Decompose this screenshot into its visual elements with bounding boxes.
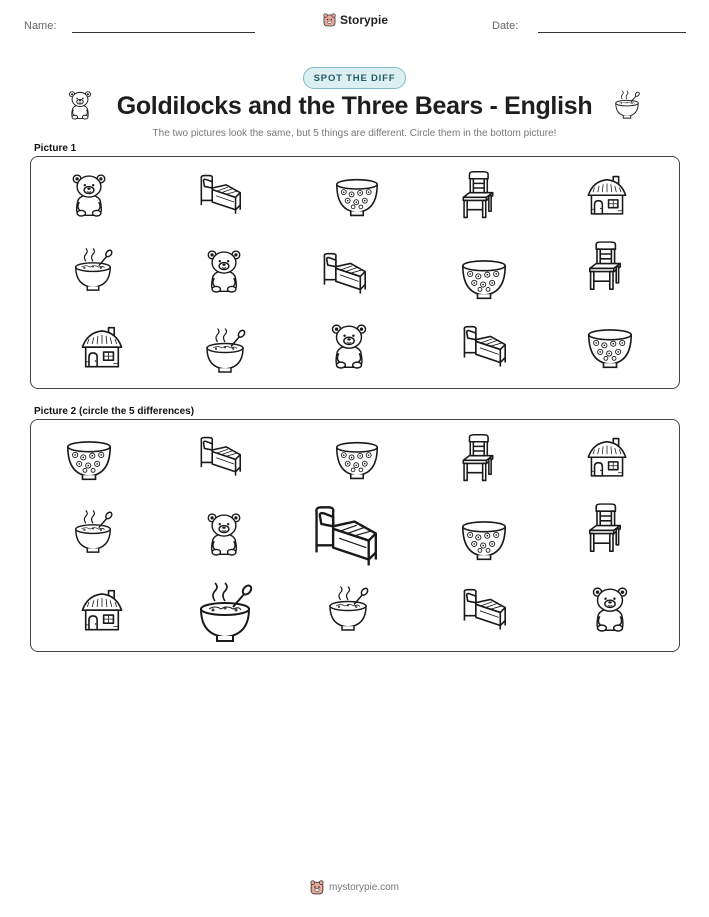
bed-icon[interactable]: [459, 588, 509, 632]
storypie-bear-icon: [310, 880, 324, 895]
porridge-icon[interactable]: [193, 581, 257, 645]
bear-icon[interactable]: [68, 170, 110, 220]
bed-icon[interactable]: [309, 505, 381, 569]
house-icon[interactable]: [79, 326, 125, 370]
bed-icon[interactable]: [196, 436, 244, 478]
porridge-icon[interactable]: [201, 327, 249, 375]
porridge-icon[interactable]: [70, 509, 116, 555]
name-line[interactable]: [72, 32, 255, 33]
bear-icon[interactable]: [203, 245, 245, 297]
bed-icon[interactable]: [319, 252, 369, 296]
porridge-icon[interactable]: [324, 585, 372, 633]
porridge-icon[interactable]: [70, 247, 116, 293]
bowl-icon[interactable]: [64, 437, 114, 481]
house-icon[interactable]: [79, 589, 125, 633]
storypie-bear-icon: [323, 13, 336, 27]
chair-icon[interactable]: [585, 241, 625, 291]
brand-logo: [323, 13, 388, 27]
worksheet-title: Goldilocks and the Three Bears - English: [116, 92, 593, 120]
house-icon[interactable]: [585, 175, 629, 217]
bed-icon[interactable]: [459, 325, 509, 369]
chair-icon[interactable]: [458, 434, 498, 482]
porridge-icon: [612, 90, 642, 125]
picture-1-label: Picture 1: [34, 143, 77, 154]
bear-icon[interactable]: [327, 319, 371, 373]
bear-icon[interactable]: [588, 582, 632, 636]
chair-icon[interactable]: [585, 503, 625, 553]
bowl-icon[interactable]: [585, 325, 635, 369]
house-icon[interactable]: [585, 437, 629, 479]
bear-icon: [66, 90, 94, 125]
brand-name: Storypie: [340, 13, 389, 27]
bowl-icon[interactable]: [333, 175, 381, 217]
bowl-icon[interactable]: [459, 517, 509, 561]
instructions: The two pictures look the same, but 5 things are different. Circle them in the bottom picture!: [152, 128, 557, 139]
footer: [0, 880, 709, 895]
chair-icon[interactable]: [458, 171, 498, 219]
bowl-icon[interactable]: [459, 256, 509, 300]
bear-icon[interactable]: [203, 508, 245, 560]
date-label: Date:: [492, 20, 519, 32]
bed-icon[interactable]: [196, 174, 244, 216]
bowl-icon[interactable]: [333, 438, 381, 480]
footer-url[interactable]: mystorypie.com: [328, 882, 399, 893]
name-label: Name:: [24, 20, 57, 32]
date-line[interactable]: [538, 32, 686, 33]
picture-2-label: Picture 2 (circle the 5 differences): [34, 406, 195, 417]
spot-the-diff-badge: SPOT THE DIFF: [303, 67, 406, 89]
